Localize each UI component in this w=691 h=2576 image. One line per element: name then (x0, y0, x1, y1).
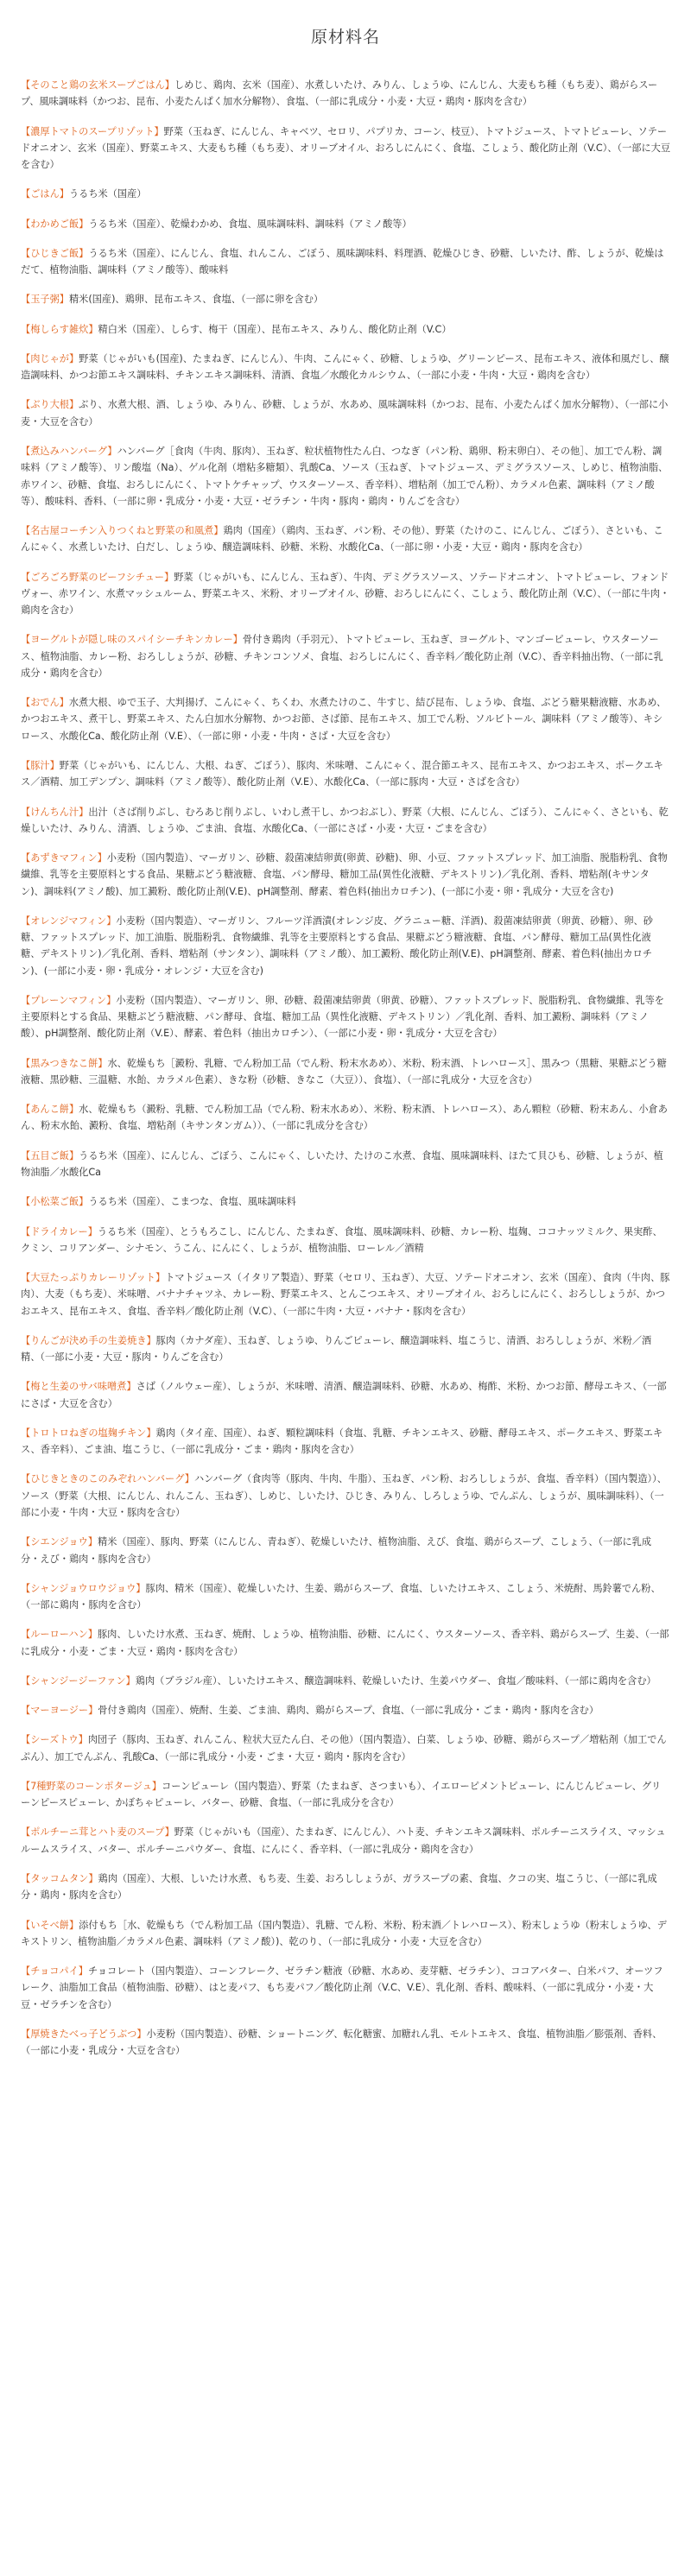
ingredient-text: ハンバーグ［食肉（牛肉、豚肉）、玉ねぎ、粒状植物性たん白、つなぎ（パン粉、鶏卵、粉末卵白）、その他］、加工でん粉、調味料（アミノ酸等）、リン酸塩（Na）、ゲル化剤（増粘多糖類）、乳酸Ca、ソース（玉ねぎ、トマトジュース、デミグラスソース、しめじ、植物油脂、赤ワイン、砂糖、食塩、おろしにんにく、トマトケチャップ、ウスターソース、香辛料）、増粘剤（加工でん粉）、カラメル色素、調味料（アミノ酸等）、酸味料、香料、（一部に卵・乳成分・小麦・大豆・ゼラチン・牛肉・豚肉・鶏肉・りんごを含む） (21, 445, 669, 507)
ingredient-entry (21, 245, 670, 279)
ingredient-entry (21, 1101, 670, 1135)
ingredient-text: うるち米（国産） (68, 188, 147, 200)
product-name: 【煮込みハンバーグ】 (21, 445, 117, 457)
ingredient-text: 鶏肉（国産）、大根、しいたけ水煮、もち麦、生姜、おろししょうが、ガラスープの素、食塩、クコの実、塩こうじ、（一部に乳成分・鶏肉・豚肉を含む） (21, 1872, 657, 1902)
product-name: 【あずきマフィン】 (21, 852, 107, 864)
ingredient-text: 小麦粉（国内製造）、マーガリン、卵、砂糖、殺菌凍結卵黄（卵黄、砂糖）、ファットスプレッド、脱脂粉乳、食物繊維、乳等を主要原料とする食品、果糖ぶどう糖液糖、パン酵母、食塩、糖加工品（異性化液糖、デキストリン）／乳化剤、香料、加工澱粉、調味料（アミノ酸）、pH調整剤、酸化防止剤（V.E）、酵素、着色料（抽出カロチン）、（一部に小麦・卵・乳成分・大豆を含む） (21, 994, 664, 1040)
ingredient-entry (21, 321, 670, 338)
ingredient-text: 豚肉、精米（国産）、乾燥しいたけ、生姜、鶏がらスープ、食塩、しいたけエキス、こしょう、米焼酎、馬鈴薯でん粉、（一部に鶏肉・豚肉を含む） (21, 1582, 661, 1611)
product-name: 【シャンジョウロウジョウ】 (21, 1582, 146, 1594)
product-name: 【シャンジージーファン】 (21, 1674, 136, 1687)
ingredient-entry (21, 1148, 670, 1181)
product-name: 【黒みつきなこ餅】 (21, 1057, 108, 1069)
ingredient-entry (21, 522, 670, 556)
page-title: 原材料名 (310, 28, 380, 47)
ingredient-entry (21, 1917, 670, 1951)
ingredient-entry (21, 1055, 670, 1089)
product-name: 【トロトロねぎの塩麹チキン】 (21, 1427, 156, 1439)
ingredient-entry (21, 443, 670, 510)
ingredient-text: 野菜（じゃがいも、にんじん、玉ねぎ）、牛肉、デミグラスソース、ソテードオニオン、トマトピューレ、フォンドヴォー、赤ワイン、水煮マッシュルーム、野菜エキス、米粉、オリーブオイル、砂糖、おろしにんにく、こしょう、酸化防止剤（V.C）、（一部に牛肉・鶏肉を含む） (21, 571, 670, 617)
ingredient-text: 水、乾燥もち（澱粉、乳糖、でん粉加工品（でん粉、粉末水あめ）、米粉、粉末酒、トレハロース）、あん顆粒（砂糖、粉末あん、小倉あん、粉末水飴、澱粉、食塩、増粘剤（キサンタンガム））、（一部に乳成分を含む） (21, 1104, 668, 1132)
ingredient-entry (21, 123, 670, 174)
product-name: 【濃厚トマトのスープリゾット】 (21, 125, 164, 137)
product-name: 【大豆たっぷりカレーリゾット】 (21, 1272, 166, 1284)
ingredient-text: うるち米（国産）、乾燥わかめ、食塩、風味調味料、調味料（アミノ酸等） (88, 218, 412, 230)
ingredient-entry (21, 1193, 670, 1210)
product-name: 【オレンジマフィン】 (21, 915, 117, 927)
ingredient-text: 鶏肉（タイ産、国産）、ねぎ、顆粒調味料（食塩、乳糖、チキンエキス、砂糖、酵母エキス、ポークエキス、野菜エキス、香辛料）、ごま油、塩こうじ、（一部に乳成分・ごま・鶏肉・豚肉を含む） (21, 1427, 663, 1456)
ingredient-text: 肉団子（豚肉、玉ねぎ、れんこん、粒状大豆たん白、その他）（国内製造）、白菜、しょうゆ、砂糖、鶏がらスープ／増粘剤（加工でんぷん）、加工でんぷん、乳酸Ca、（一部に乳成分・小麦・ごま・大豆・鶏肉・豚肉を含む） (21, 1734, 667, 1763)
product-name: 【ひじきご飯】 (21, 247, 89, 259)
ingredient-text: さば（ノルウェー産）、しょうが、米味噌、清酒、醸造調味料、砂糖、水あめ、梅酢、米粉、かつお節、酵母エキス、（一部にさば・大豆を含む） (21, 1381, 667, 1409)
product-name: 【小松菜ご飯】 (21, 1196, 89, 1208)
ingredient-entry (21, 351, 670, 384)
ingredient-entry (21, 2026, 670, 2060)
ingredient-entry (21, 694, 670, 744)
ingredient-text: 添付もち［水、乾燥もち（でん粉加工品（国内製造）、乳糖、でん粉、米粉、粉末酒／トレハロース）、粉末しょうゆ（粉末しょうゆ、デキストリン、植物油脂／カラメル色素、調味料（アミノ酸）)、乾のり、（一部に乳成分・小麦・大豆を含む） (21, 1919, 667, 1947)
ingredient-entry (21, 1224, 670, 1257)
ingredient-text: 野菜（じゃがいも（国産）、たまねぎ、にんじん）、ハト麦、チキンエキス調味料、ポルチーニスライス、マッシュルームスライス、バター、ポルチーニパウダー、食塩、にんにく、香辛料、（一部に乳成分・鶏肉を含む） (21, 1826, 666, 1855)
ingredient-entry (21, 1332, 670, 1366)
product-name: 【マーヨージー】 (21, 1705, 98, 1717)
ingredient-entry (21, 1269, 670, 1320)
product-name: 【ヨーグルトが隠し味のスパイシーチキンカレー】 (21, 634, 243, 646)
ingredient-entry (21, 1626, 670, 1660)
ingredient-entry (21, 913, 670, 979)
product-name: 【そのこと鶏の玄米スープごはん】 (21, 79, 174, 91)
ingredient-text: ハンバーグ（食肉等（豚肉、牛肉、牛脂）、玉ねぎ、パン粉、おろししょうが、食塩、香辛料）（国内製造））、ソース（野菜（大根、にんじん、れんこん、玉ねぎ）、しめじ、しいたけ、ひじき、みりん、しろしょうゆ、でんぷん、しょうが、風味調味料）、（一部に小麦・牛肉・大豆・豚肉を含む） (21, 1473, 667, 1518)
ingredient-text: 出汁（さば削りぶし、むろあじ削りぶし、いわし煮干し、かつおぶし）、野菜（大根、にんじん、ごぼう）、こんにゃく、さといも、乾燥しいたけ、みりん、清酒、しょうゆ、ごま油、食塩、水酸化Ca、（一部にさば・小麦・大豆・ごまを含む） (21, 806, 669, 834)
ingredient-entry (21, 992, 670, 1042)
product-name: 【けんちん汁】 (21, 806, 89, 818)
product-name: 【7種野菜のコーンポタージュ】 (21, 1780, 162, 1792)
ingredient-entry (21, 1702, 670, 1718)
ingredient-text: 精米（国産）、豚肉、野菜（にんじん、青ねぎ）、乾燥しいたけ、植物油脂、えび、食塩、鶏がらスープ、こしょう、（一部に乳成分・えび・鶏肉・豚肉を含む） (21, 1536, 652, 1565)
product-name: 【玉子粥】 (21, 294, 69, 306)
ingredient-text: 鶏肉（ブラジル産）、しいたけエキス、醸造調味料、乾燥しいたけ、生姜パウダー、食塩／酸味料、（一部に鶏肉を含む） (135, 1674, 656, 1687)
ingredient-text: コーンピューレ（国内製造）、野菜（たまねぎ、さつまいも）、イエローピメントピューレ、にんじんピューレ、グリーンピースピューレ、かぼちゃピューレ、バター、砂糖、食塩、（一部に乳成分を含む） (21, 1780, 662, 1809)
ingredient-entry (21, 1963, 670, 2013)
product-name: 【プレーンマフィン】 (21, 994, 117, 1006)
ingredient-text: 骨付き鶏肉（手羽元）、トマトピューレ、玉ねぎ、ヨーグルト、マンゴーピューレ、ウスターソース、植物油脂、カレー粉、おろししょうが、砂糖、チキンコンソメ、食塩、おろしにんにく、香辛料／酸化防止剤（V.C）、香辛料抽出物、（一部に乳成分・鶏肉を含む） (21, 634, 663, 679)
ingredient-text: 精米(国産)、鶏卵、昆布エキス、食塩、（一部に卵を含む） (68, 294, 324, 306)
ingredient-entry (21, 1534, 670, 1567)
ingredient-entry (21, 804, 670, 838)
ingredient-entry (21, 1425, 670, 1459)
ingredient-entry (21, 77, 670, 111)
ingredient-entry (21, 757, 670, 791)
product-name: 【ごろごろ野菜のビーフシチュー】 (21, 571, 174, 583)
ingredient-text: 精白米（国産）、しらす、梅干（国産）、昆布エキス、みりん、酸化防止剤（V.C） (98, 323, 452, 335)
product-name: 【あんこ餅】 (21, 1104, 79, 1116)
ingredient-text: 水煮大根、ゆで玉子、大判揚げ、こんにゃく、ちくわ、水煮たけのこ、牛すじ、結び昆布、しょうゆ、食塩、ぶどう糖果糖液糖、水あめ、かつおエキス、煮干し、野菜エキス、たん白加水分解物、かつお節、さば節、昆布エキス、加工でん粉、ソルビトール、調味料（アミノ酸等）、キシロース、水酸化Ca、酸化防止剤（V.E）、（一部に卵・小麦・牛肉・さば・大豆を含む） (21, 697, 667, 742)
ingredient-text: うるち米（国産）、にんじん、ごぼう、こんにゃく、しいたけ、たけのこ水煮、食塩、風味調味料、ほたて貝ひも、砂糖、しょうが、植物油脂／水酸化Ca (21, 1149, 663, 1179)
product-name: 【梅と生姜のサバ味噌煮】 (21, 1381, 136, 1393)
product-name: 【シエンジョウ】 (21, 1536, 98, 1548)
ingredient-text: 鶏肉（国産）（鶏肉、玉ねぎ、パン粉、その他）、野菜（たけのこ、にんじん、ごぼう）、さといも、こんにゃく、水煮しいたけ、白だし、しょうゆ、醸造調味料、砂糖、米粉、水酸化Ca、（一部に卵・小麦・大豆・鶏肉・豚肉を含む） (21, 525, 663, 554)
product-name: 【ひじきときのこのみぞれハンバーグ】 (21, 1473, 194, 1485)
ingredient-entry (21, 216, 670, 232)
product-name: 【わかめご飯】 (21, 218, 89, 230)
product-name: 【タッコムタン】 (21, 1872, 98, 1884)
ingredient-list (21, 77, 670, 2059)
product-name: 【りんごが決め手の生姜焼き】 (21, 1334, 156, 1346)
ingredient-entry (21, 1778, 670, 1812)
ingredient-entry (21, 291, 670, 307)
product-name: 【梅しらす雑炊】 (21, 323, 98, 335)
ingredient-entry (21, 1378, 670, 1412)
ingredient-text: 小麦粉（国内製造）、マーガリン、フルーツ洋酒漬(オレンジ皮、グラニュー糖、洋酒)、殺菌凍結卵黄（卵黄、砂糖）、卵、砂糖、ファットスプレッド、加工油脂、脱脂粉乳、食物繊維、乳等を主要原料とする食品、果糖ぶどう糖液糖、食塩、パン酵母、糖加工品(異性化液糖、デキストリン)／乳化剤、香料、増粘剤（サンタン）、調味料（アミノ酸）、加工澱粉、酸化防止剤(V.E)、pH調整剤、酵素、着色料(抽出カロチン)、(一部に小麦・卵・乳成分・オレンジ・大豆を含む) (21, 915, 653, 977)
ingredient-text: 豚肉（カナダ産）、玉ねぎ、しょうゆ、りんごピューレ、醸造調味料、塩こうじ、清酒、おろししょうが、米粉／酒精、（一部に小麦・大豆・豚肉・りんごを含む） (21, 1334, 652, 1364)
product-name: 【肉じゃが】 (21, 352, 79, 364)
product-name: 【おでん】 (21, 697, 69, 709)
ingredient-entry (21, 850, 670, 900)
ingredient-entry (21, 1870, 670, 1904)
ingredient-text: 野菜（玉ねぎ、にんじん、キャベツ、セロリ、パプリカ、コーン、枝豆）、トマトジュース、トマトピューレ、ソテードオニオン、玄米（国産）、野菜エキス、大麦もち種（もち麦）、オリーブオイル、おろしにんにく、食塩、こしょう、酸化防止剤（V.C）、（一部に大豆を含む） (21, 125, 671, 171)
ingredient-text: チョコレート（国内製造）、コーンフレーク、ゼラチン糖液（砂糖、水あめ、麦芽糖、ゼラチン）、ココアバター、白米パフ、オーツフレーク、油脂加工食品（植物油脂、砂糖）、はと麦パフ、もち麦パフ／酸化防止剤（V.C、V.E）、乳化剤、香料、酸味料、（一部に乳成分・小麦・大豆・ゼラチンを含む） (21, 1965, 663, 2010)
ingredient-entry (21, 1580, 670, 1614)
ingredient-entry (21, 186, 670, 202)
ingredient-text: 小麦粉（国内製造）、マーガリン、砂糖、殺菌凍結卵黄(卵黄、砂糖)、卵、小豆、ファットスプレッド、加工油脂、脱脂粉乳、食物繊維、乳等を主要原料とする食品、果糖ぶどう糖液糖、食塩、パン酵母、糖加工品(異性化液糖、デキストリン)／乳化剤、香料、増粘剤(キサンタン)、調味料(アミノ酸)、加工澱粉、酸化防止剤(V.E)、pH調整剤、酵素、着色料(抽出カロチン)、(一部に小麦・卵・乳成分・大豆を含む) (21, 852, 668, 897)
product-name: 【ルーローハン】 (21, 1629, 98, 1641)
ingredient-entry (21, 1731, 670, 1765)
ingredient-text: しめじ、鶏肉、玄米（国産）、水煮しいたけ、みりん、しょうゆ、にんじん、大麦もち種（もち麦）、鶏がらスープ、風味調味料（かつお、昆布、小麦たんぱく加水分解物）、食塩、（一部に乳成分・小麦・大豆・鶏肉・豚肉を含む） (21, 79, 658, 108)
ingredient-text: 野菜（じゃがいも、にんじん、大根、ねぎ、ごぼう）、豚肉、米味噌、こんにゃく、混合節エキス、昆布エキス、かつおエキス、ポークエキス／酒精、加工デンプン、調味料（アミノ酸等）、酸化防止剤（V.E）、水酸化Ca、（一部に豚肉・大豆・さばを含む） (21, 759, 663, 788)
ingredient-text: ぶり、水煮大根、酒、しょうゆ、みりん、砂糖、しょうが、水あめ、風味調味料（かつお、昆布、小麦たんぱく加水分解物）、（一部に小麦・大豆を含む） (21, 399, 669, 427)
ingredient-text: 水、乾燥もち［澱粉、乳糖、でん粉加工品（でん粉、粉末水あめ）、米粉、粉末酒、トレハロース］、黒みつ（黒糖、果糖ぶどう糖液糖、黒砂糖、三温糖、水飴、カラメル色素）、きな粉（砂糖、きなこ（大豆））、食塩）、（一部に乳成分・大豆を含む） (21, 1057, 667, 1085)
product-name: 【ぶり大根】 (21, 399, 79, 411)
product-name: 【名古屋コーチン入りつくねと野菜の和風煮】 (21, 525, 224, 537)
product-name: 【ドライカレー】 (21, 1225, 98, 1237)
ingredient-text: 骨付き鶏肉（国産）、焼酎、生姜、ごま油、鶏肉、鶏がらスープ、食塩、（一部に乳成分・ごま・鶏肉・豚肉を含む） (98, 1705, 599, 1717)
product-name: 【いそべ餅】 (21, 1919, 79, 1931)
product-name: 【ごはん】 (21, 188, 69, 200)
ingredient-text: うるち米（国産）、とうもろこし、にんじん、たまねぎ、食塩、風味調味料、砂糖、カレー粉、塩麹、ココナッツミルク、果実酢、クミン、コリアンダー、シナモン、うこん、にんにく、しょうが、植物油脂、ローレル／酒精 (21, 1225, 662, 1254)
ingredient-entry (21, 631, 670, 681)
ingredient-text: うるち米（国産）、にんじん、食塩、れんこん、ごぼう、風味調味料、料理酒、乾燥ひじき、砂糖、しいたけ、酢、しょうが、乾燥はだて、植物油脂、調味料（アミノ酸等）、酸味料 (21, 247, 664, 276)
ingredient-entry (21, 1471, 670, 1521)
product-name: 【五目ご飯】 (21, 1149, 79, 1161)
product-name: 【厚焼きたべっ子どうぶつ】 (21, 2028, 147, 2040)
ingredient-entry (21, 396, 670, 430)
ingredient-text: 豚肉、しいたけ水煮、玉ねぎ、焼酎、しょうゆ、植物油脂、砂糖、にんにく、ウスターソース、香辛料、鶏がらスープ、生姜、（一部に乳成分・小麦・ごま・大豆・鶏肉・豚肉を含む） (21, 1629, 669, 1657)
ingredient-entry (21, 1673, 670, 1689)
ingredient-text: 小麦粉（国内製造）、砂糖、ショートニング、転化糖蜜、加糖れん乳、モルトエキス、食塩、植物油脂／膨張剤、香料、（一部に小麦・乳成分・大豆を含む） (21, 2028, 662, 2057)
product-name: 【チョコパイ】 (21, 1965, 88, 1978)
ingredient-text: トマトジュース（イタリア製造）、野菜（セロリ、玉ねぎ）、大豆、ソテードオニオン、玄米（国産）、食肉（牛肉、豚肉）、大麦（もち麦）、米味噌、バナナチャツネ、カレー粉、野菜エキス、とんこつエキス、オリーブオイル、おろしにんにく、おろししょうが、かつおエキス、昆布エキス、食塩、香辛料／酸化防止剤（V.C）、（一部に牛肉・大豆・バナナ・豚肉を含む） (21, 1272, 670, 1317)
ingredient-text: 野菜（じゃがいも(国産)、たまねぎ、にんじん）、牛肉、こんにゃく、砂糖、しょうゆ、グリーンピース、昆布エキス、液体和風だし、醸造調味料、かつお節エキス調味料、チキンエキス調味料、清酒、食塩／水酸化カルシウム、（一部に小麦・牛肉・大豆・鶏肉を含む） (21, 352, 669, 382)
ingredient-text: うるち米（国産）、こまつな、食塩、風味調味料 (88, 1196, 296, 1208)
ingredient-entry (21, 1824, 670, 1858)
product-name: 【ポルチーニ茸とハト麦のスープ】 (21, 1826, 174, 1839)
product-name: 【豚汁】 (21, 759, 60, 771)
ingredient-entry (21, 569, 670, 619)
product-name: 【シーズトウ】 (21, 1734, 88, 1746)
